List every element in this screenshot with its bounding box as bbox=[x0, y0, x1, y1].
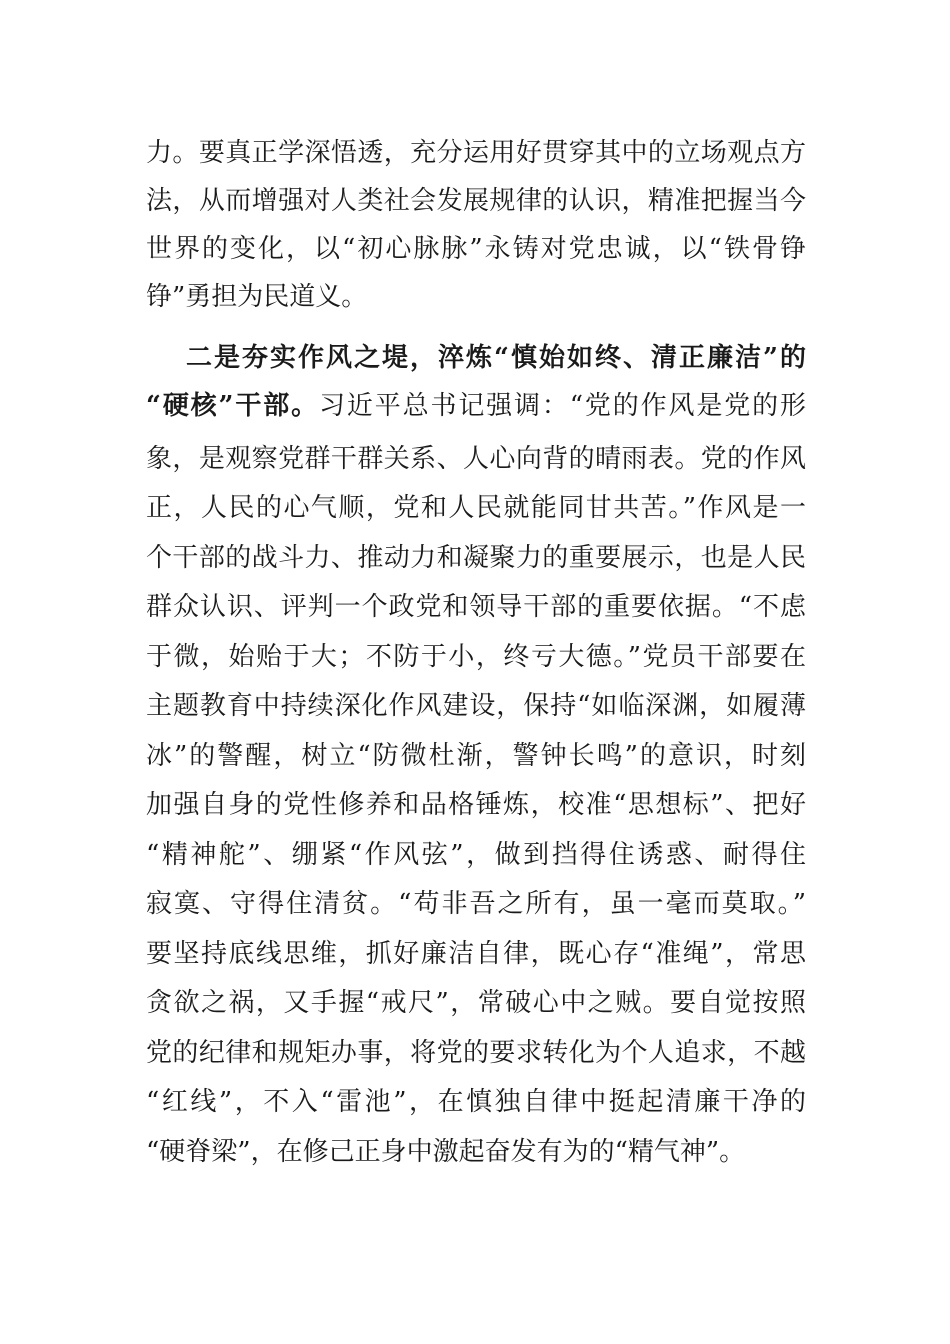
paragraph2-heading-line-2: “硬核”干部。 bbox=[146, 391, 319, 421]
paragraph2-line-3: 象，是观察党群干群关系、人心向背的晴雨表。党的作风 bbox=[146, 444, 806, 474]
paragraph2-line-15: 党的纪律和规矩办事，将党的要求转化为个人追求，不越 bbox=[146, 1038, 806, 1068]
paragraph2-line-6: 群众认识、评判一个政党和领导干部的重要依据。“不虑 bbox=[146, 592, 806, 622]
paragraph2-line-12: 寂寞、守得住清贫。“苟非吾之所有，虽一毫而莫取。” bbox=[146, 889, 806, 919]
paragraph1-line-4: 铮”勇担为民道义。 bbox=[146, 282, 368, 312]
paragraph2-line-8: 主题教育中持续深化作风建设，保持“如临深渊，如履薄 bbox=[146, 691, 806, 721]
paragraph1-line-3: 世界的变化，以“初心脉脉”永铸对党忠诚，以“铁骨铮 bbox=[146, 234, 806, 264]
paragraph2-line-2-rest: 习近平总书记强调：“党的作风是党的形 bbox=[318, 391, 806, 421]
paragraph2-line-5: 个干部的战斗力、推动力和凝聚力的重要展示，也是人民 bbox=[146, 543, 806, 573]
paragraph2-line-4: 正，人民的心气顺，党和人民就能同甘共苦。”作风是一 bbox=[146, 493, 806, 523]
paragraph2-line-16: “红线”，不入“雷池”，在慎独自律中挺起清廉干净的 bbox=[146, 1087, 806, 1117]
paragraph2-heading-line-1: 二是夯实作风之堤，淬炼“慎始如终、清正廉洁”的 bbox=[186, 343, 806, 373]
paragraph2-line-13: 要坚持底线思维，抓好廉洁自律，既心存“准绳”，常思 bbox=[146, 939, 806, 969]
paragraph2-line-17: “硬脊梁”，在修己正身中激起奋发有为的“精气神”。 bbox=[146, 1137, 746, 1167]
paragraph2-line-10: 加强自身的党性修养和品格锤炼，校准“思想标”、把好 bbox=[146, 790, 806, 820]
paragraph1-line-2: 法，从而增强对人类社会发展规律的认识，精准把握当今 bbox=[146, 186, 806, 216]
paragraph2-line-7: 于微，始贻于大；不防于小，终亏大德。”党员干部要在 bbox=[146, 642, 806, 672]
paragraph2-line-11: “精神舵”、绷紧“作风弦”，做到挡得住诱惑、耐得住 bbox=[146, 840, 806, 870]
paragraph1-line-1: 力。要真正学深悟透，充分运用好贯穿其中的立场观点方 bbox=[146, 138, 806, 168]
paragraph2-line-9: 冰”的警醒，树立“防微杜渐，警钟长鸣”的意识，时刻 bbox=[146, 741, 806, 771]
paragraph2-line-14: 贪欲之祸，又手握“戒尺”，常破心中之贼。要自觉按照 bbox=[146, 988, 806, 1018]
paragraph2-line-2 bbox=[146, 381, 806, 431]
